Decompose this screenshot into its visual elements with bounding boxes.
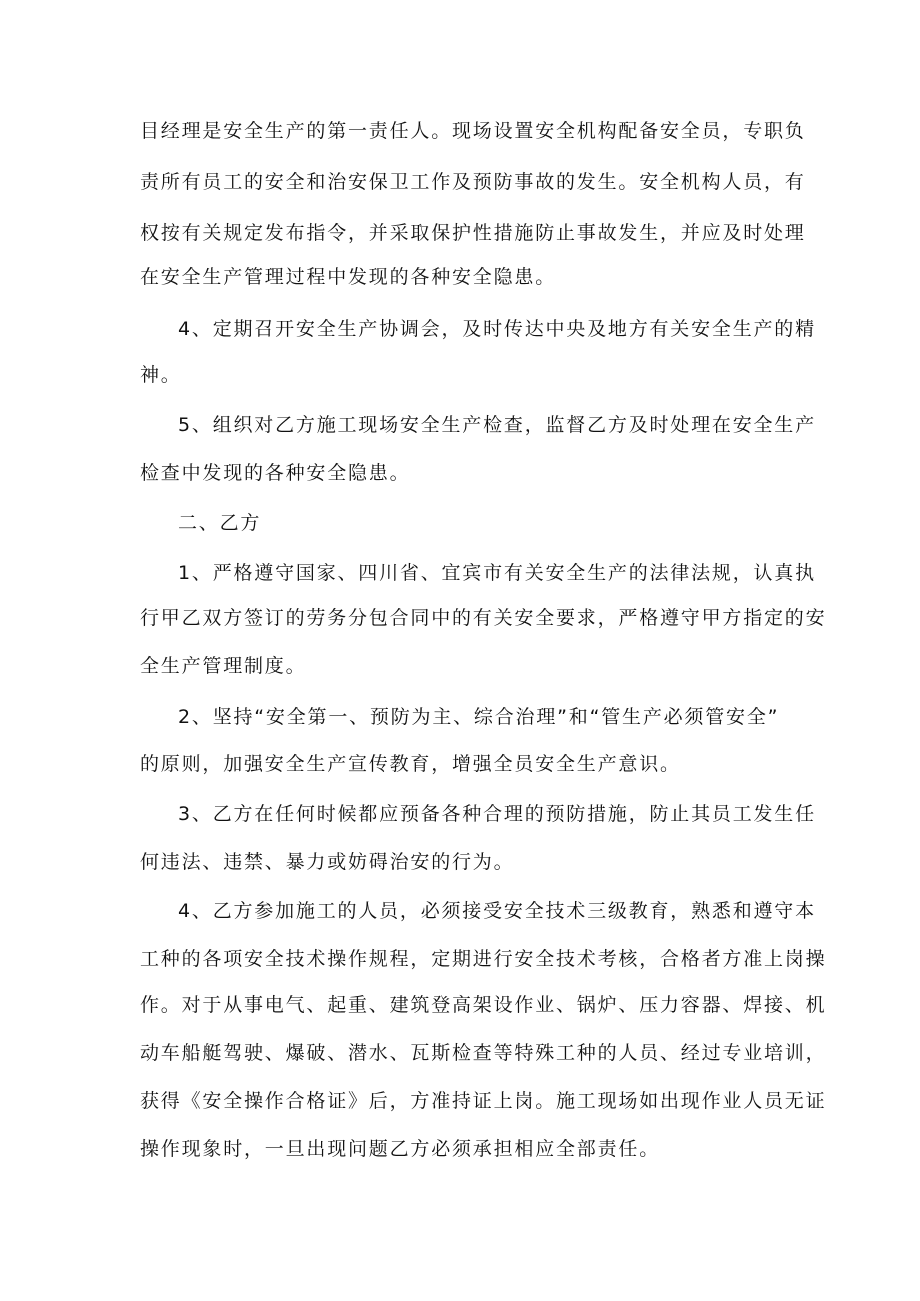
party-b-item-4-line-3: 作。对于从事电气、起重、建筑登高架设作业、锅炉、压力容器、焊接、机 <box>140 994 827 1016</box>
party-b-item-3-line-2: 何违法、违禁、暴力或妨碍治安的行为。 <box>140 851 515 873</box>
party-b-item-2-line-2: 的原则，加强安全生产宣传教育，增强全员安全生产意识。 <box>140 753 681 775</box>
paragraph-1-line-3: 权按有关规定发布指令，并采取保护性措施防止事故发生，并应及时处理 <box>140 222 806 244</box>
party-a-item-4-line-1: 4、定期召开安全生产协调会，及时传达中央及地方有关安全生产的精 <box>178 318 816 340</box>
party-b-item-1-line-3: 全生产管理制度。 <box>140 655 307 677</box>
party-b-item-4-line-2: 工种的各项安全技术操作规程，定期进行安全技术考核，合格者方准上岗操 <box>140 948 827 970</box>
party-b-item-4-line-5: 获得《安全操作合格证》后，方准持证上岗。施工现场如出现作业人员无证 <box>140 1090 827 1112</box>
paragraph-1-line-4: 在安全生产管理过程中发现的各种安全隐患。 <box>140 266 557 288</box>
party-a-item-5-line-2: 检查中发现的各种安全隐患。 <box>140 462 411 484</box>
party-a-item-5-line-1: 5、组织对乙方施工现场安全生产检查，监督乙方及时处理在安全生产 <box>178 414 816 436</box>
paragraph-1-line-1: 目经理是安全生产的第一责任人。现场设置安全机构配备安全员，专职负 <box>140 120 806 142</box>
section-heading-party-b: 二、乙方 <box>178 512 262 534</box>
party-a-item-4-line-2: 神。 <box>140 364 182 386</box>
party-b-item-4-line-1: 4、乙方参加施工的人员，必须接受安全技术三级教育，熟悉和遵守本 <box>178 900 816 922</box>
party-b-item-3-line-1: 3、乙方在任何时候都应预备各种合理的预防措施，防止其员工发生任 <box>178 803 816 825</box>
party-b-item-1-line-1: 1、严格遵守国家、四川省、宜宾市有关安全生产的法律法规，认真执 <box>178 562 816 584</box>
party-b-item-2-line-1: 2、坚持“安全第一、预防为主、综合治理”和“管生产必须管安全” <box>178 706 780 728</box>
party-b-item-1-line-2: 行甲乙双方签订的劳务分包合同中的有关安全要求，严格遵守甲方指定的安 <box>140 607 827 629</box>
paragraph-1-line-2: 责所有员工的安全和治安保卫工作及预防事故的发生。安全机构人员，有 <box>140 171 806 193</box>
party-b-item-4-line-4: 动车船艇驾驶、爆破、潜水、瓦斯检查等特殊工种的人员、经过专业培训， <box>140 1042 827 1064</box>
party-b-item-4-line-6: 操作现象时，一旦出现问题乙方必须承担相应全部责任。 <box>140 1138 661 1160</box>
